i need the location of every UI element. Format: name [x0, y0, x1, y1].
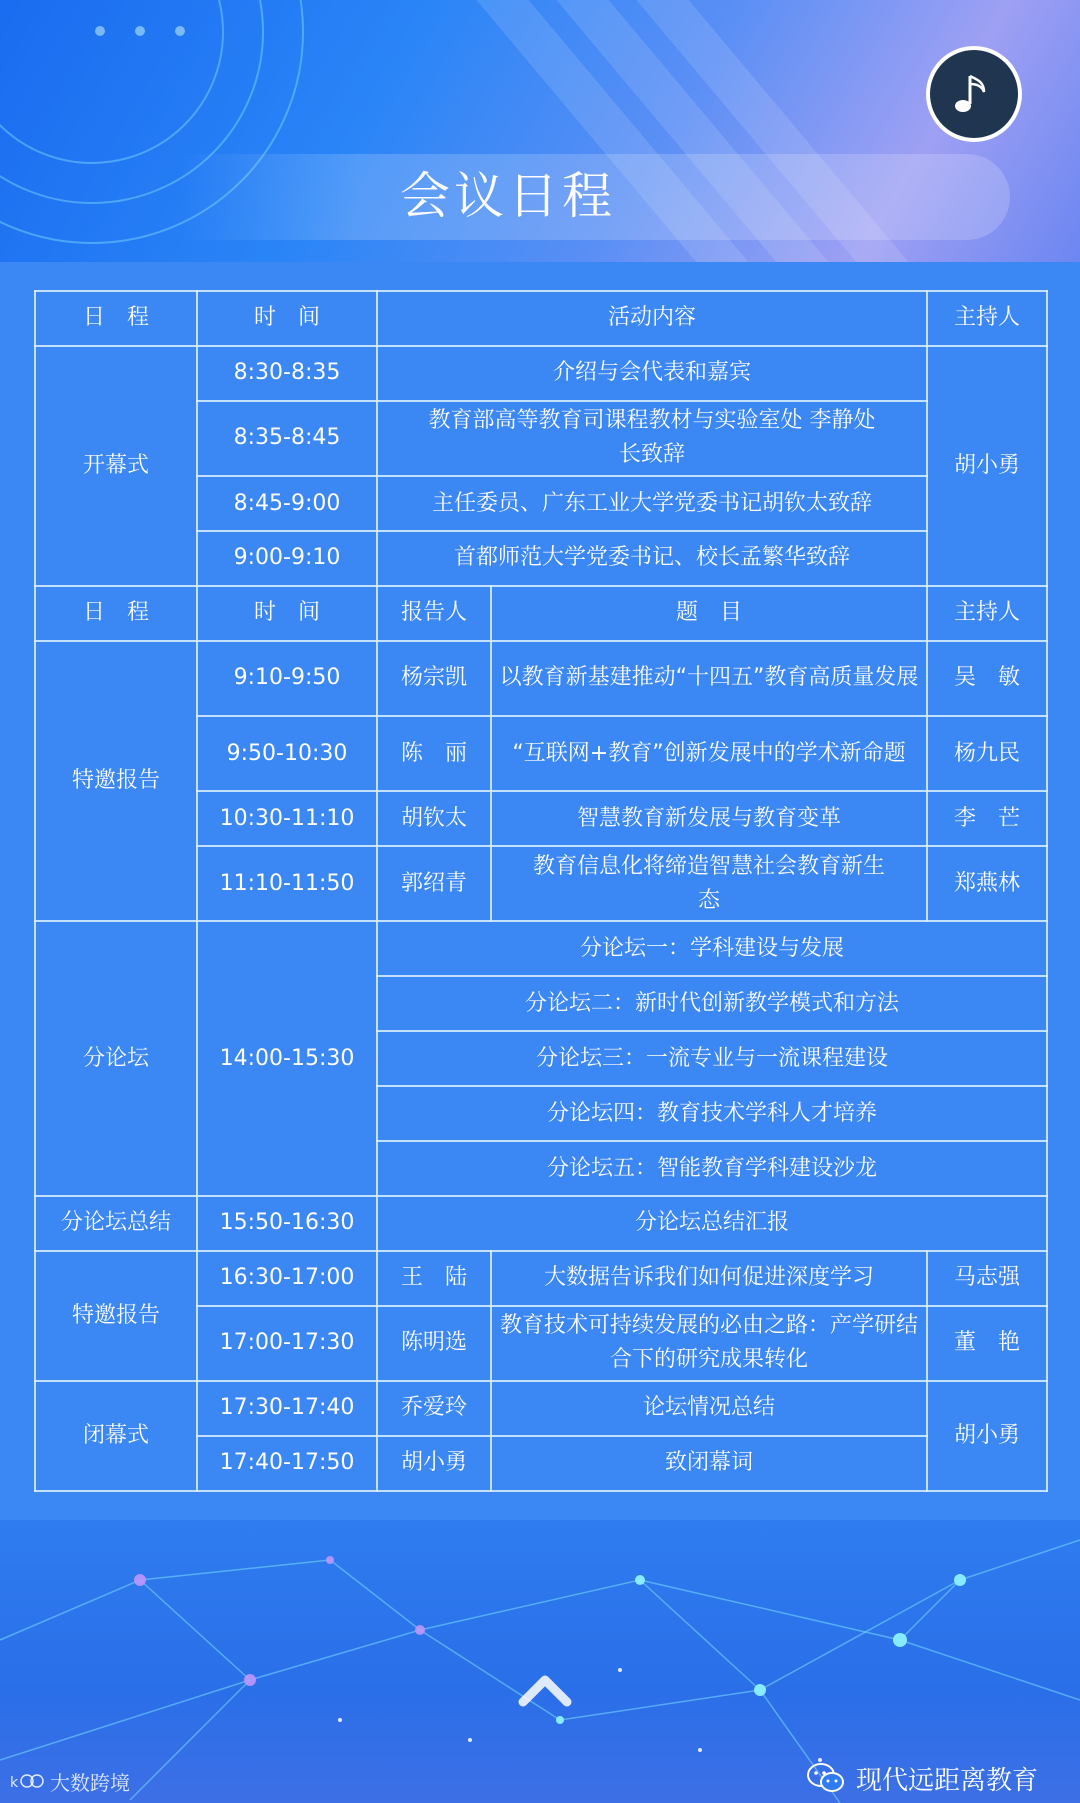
content-cell: 主任委员、广东工业大学党委书记胡钦太致辞	[377, 476, 927, 531]
watermark-right-text: 现代远距离教育	[856, 1765, 1039, 1796]
watermark-left-text: 大数跨境	[50, 1770, 130, 1795]
forum-item: 分论坛五：智能教育学科建设沙龙	[377, 1141, 1047, 1196]
forum-item: 分论坛三：一流专业与一流课程建设	[377, 1031, 1047, 1086]
brand-logo-icon	[10, 1770, 44, 1792]
forum-item: 分论坛四：教育技术学科人才培养	[377, 1086, 1047, 1141]
time-cell: 8:35-8:45	[197, 401, 377, 476]
host-cell: 胡小勇	[927, 346, 1047, 586]
header-cell-schedule: 日 程	[35, 586, 197, 641]
time-cell: 10:30-11:10	[197, 791, 377, 846]
host-cell: 杨九民	[927, 716, 1047, 791]
header-cell-topic: 题 目	[491, 586, 927, 641]
page-title: 会议日程	[400, 167, 616, 225]
host-cell: 董 艳	[927, 1306, 1047, 1381]
scroll-up-button[interactable]	[516, 1666, 574, 1714]
host-cell: 郑燕林	[927, 846, 1047, 921]
music-toggle-button[interactable]	[926, 46, 1022, 142]
time-cell: 17:00-17:30	[197, 1306, 377, 1381]
watermark-left	[10, 1766, 130, 1796]
content-cell: 介绍与会代表和嘉宾	[377, 346, 927, 401]
header-cell-time: 时 间	[197, 586, 377, 641]
speaker-cell: 乔爱玲	[377, 1381, 491, 1436]
topic-cell: 教育技术可持续发展的必由之路：产学研结合下的研究成果转化	[491, 1306, 927, 1381]
time-cell: 17:30-17:40	[197, 1381, 377, 1436]
time-cell: 16:30-17:00	[197, 1251, 377, 1306]
table-row	[35, 641, 1047, 716]
header-cell-schedule: 日 程	[35, 291, 197, 346]
table-row	[35, 346, 1047, 401]
time-cell: 8:45-9:00	[197, 476, 377, 531]
host-cell: 吴 敏	[927, 641, 1047, 716]
section-label-forum-summary: 分论坛总结	[35, 1196, 197, 1251]
section-label-closing: 闭幕式	[35, 1381, 197, 1491]
section-label-keynote: 特邀报告	[35, 641, 197, 922]
speaker-cell: 王 陆	[377, 1251, 491, 1306]
time-cell: 17:40-17:50	[197, 1436, 377, 1491]
table-row	[35, 1196, 1047, 1251]
table-header-row	[35, 586, 1047, 641]
header-cell-host: 主持人	[927, 291, 1047, 346]
topic-cell: 论坛情况总结	[491, 1381, 927, 1436]
schedule-table	[34, 290, 1048, 1492]
section-label-keynote: 特邀报告	[35, 1251, 197, 1381]
speaker-cell: 杨宗凯	[377, 641, 491, 716]
time-cell: 11:10-11:50	[197, 846, 377, 921]
time-cell: 15:50-16:30	[197, 1196, 377, 1251]
time-cell: 9:00-9:10	[197, 531, 377, 586]
topic-cell: 致闭幕词	[491, 1436, 927, 1491]
topic-cell: 智慧教育新发展与教育变革	[491, 791, 927, 846]
content-cell: 分论坛总结汇报	[377, 1196, 1047, 1251]
section-label-opening: 开幕式	[35, 346, 197, 586]
header-cell-time: 时 间	[197, 291, 377, 346]
watermark-right	[806, 1758, 1038, 1798]
speaker-cell: 陈明选	[377, 1306, 491, 1381]
title-band-fade	[180, 154, 360, 240]
speaker-cell: 郭绍青	[377, 846, 491, 921]
svg-text:k: k	[10, 1775, 19, 1791]
header-cell-host: 主持人	[927, 586, 1047, 641]
speaker-cell: 胡钦太	[377, 791, 491, 846]
speaker-cell: 胡小勇	[377, 1436, 491, 1491]
time-cell: 9:50-10:30	[197, 716, 377, 791]
content-cell: 教育部高等教育司课程教材与实验室处 李静处长致辞	[377, 401, 927, 476]
topic-cell: 大数据告诉我们如何促进深度学习	[491, 1251, 927, 1306]
speaker-cell: 陈 丽	[377, 716, 491, 791]
content-cell: 首都师范大学党委书记、校长孟繁华致辞	[377, 531, 927, 586]
wechat-icon	[806, 1761, 846, 1795]
decorative-dots	[95, 26, 185, 36]
forum-item: 分论坛一：学科建设与发展	[377, 921, 1047, 976]
time-cell: 9:10-9:50	[197, 641, 377, 716]
time-cell: 8:30-8:35	[197, 346, 377, 401]
host-cell: 马志强	[927, 1251, 1047, 1306]
table-header-row	[35, 291, 1047, 346]
chevron-up-icon	[517, 1670, 573, 1710]
table-row	[35, 1381, 1047, 1436]
time-cell: 14:00-15:30	[197, 921, 377, 1196]
topic-cell: 教育信息化将缔造智慧社会教育新生态	[491, 846, 927, 921]
table-row	[35, 921, 1047, 976]
host-cell: 李 芒	[927, 791, 1047, 846]
header-cell-speaker: 报告人	[377, 586, 491, 641]
table-row	[35, 1251, 1047, 1306]
forum-item: 分论坛二：新时代创新教学模式和方法	[377, 976, 1047, 1031]
music-note-icon	[948, 68, 1000, 120]
topic-cell: 以教育新基建推动“十四五”教育高质量发展	[491, 641, 927, 716]
host-cell: 胡小勇	[927, 1381, 1047, 1491]
header-cell-content: 活动内容	[377, 291, 927, 346]
section-label-forums: 分论坛	[35, 921, 197, 1196]
topic-cell: “互联网+教育”创新发展中的学术新命题	[491, 716, 927, 791]
